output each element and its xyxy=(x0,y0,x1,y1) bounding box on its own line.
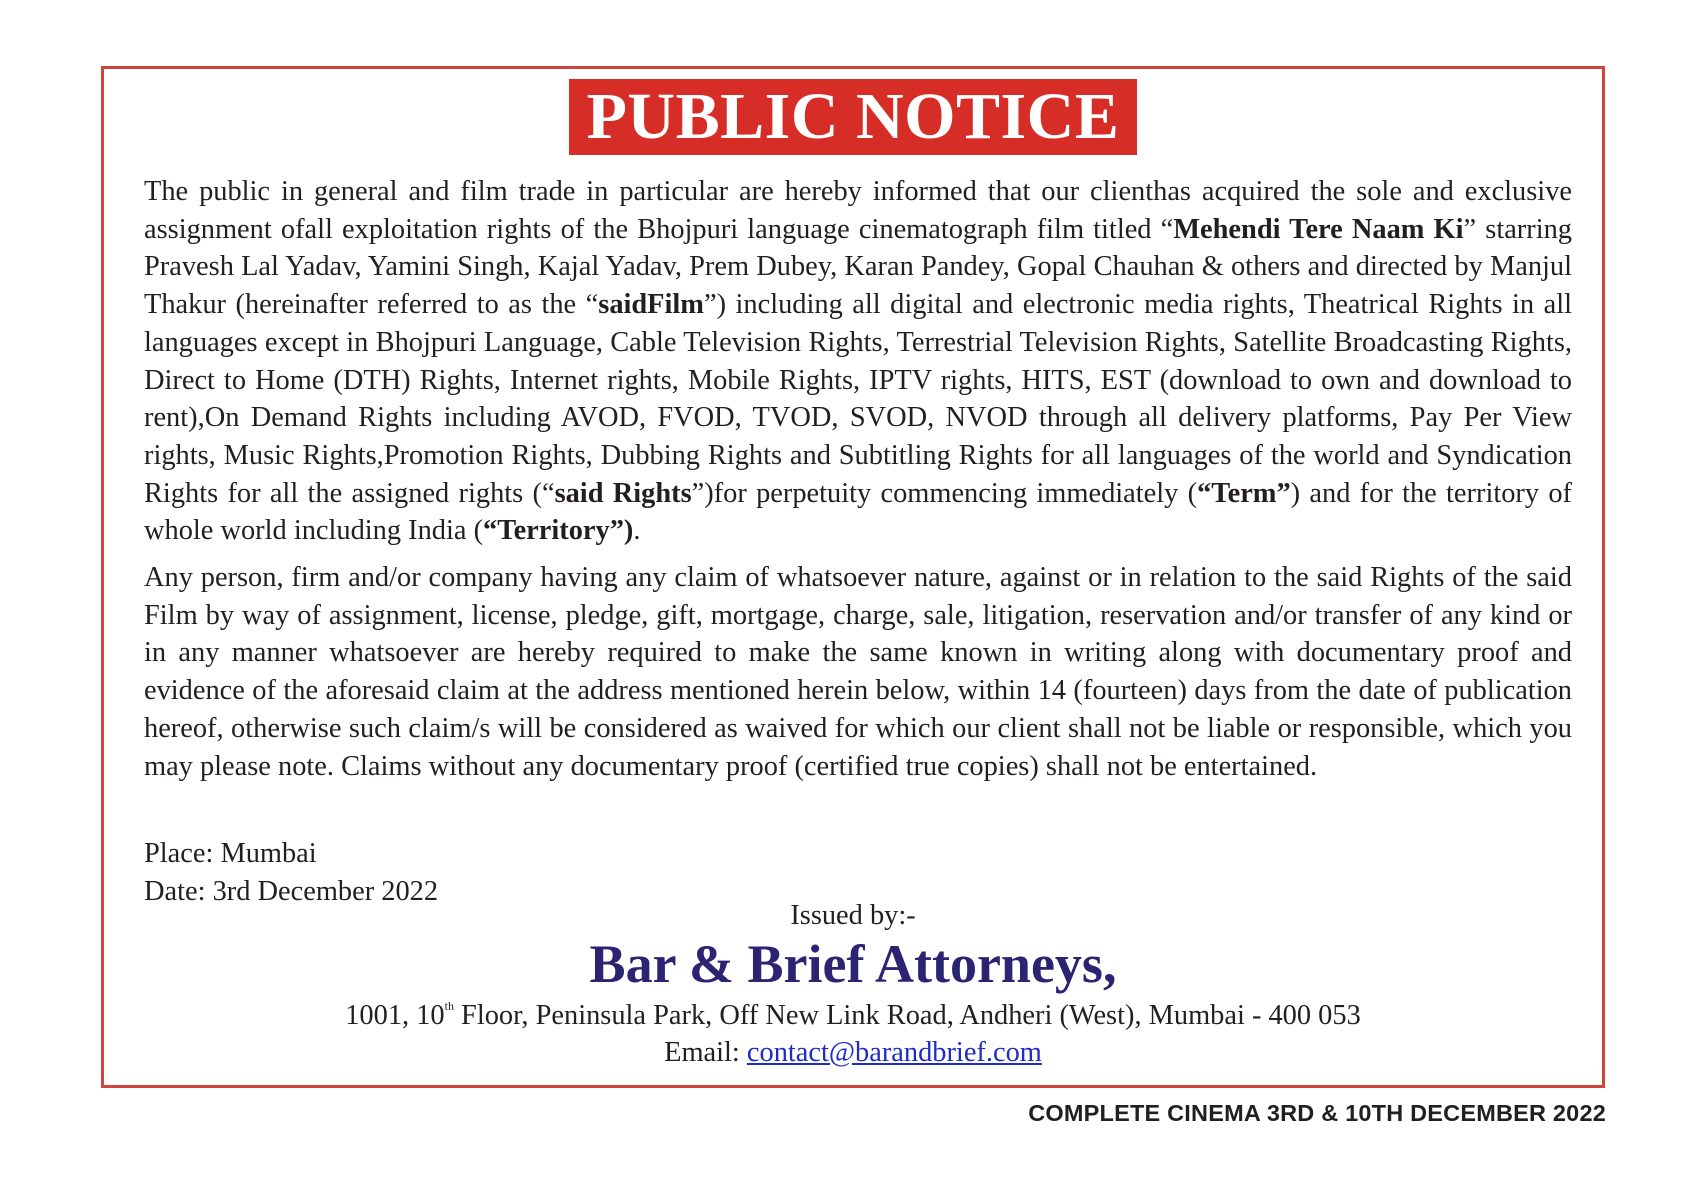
p1-text-6: . xyxy=(633,515,641,547)
said-rights-term: said Rights xyxy=(554,477,692,509)
place-line: Place: Mumbai xyxy=(144,838,317,869)
p1-text-4: ”)for perpetuity commencing immediately ( xyxy=(691,477,1198,509)
p1-text-5: ) and for the territory of whole world including India ( xyxy=(144,477,1573,547)
floor-ordinal: th xyxy=(444,999,454,1013)
notice-frame xyxy=(101,66,1605,1088)
paragraph-rights xyxy=(144,173,1572,550)
territory-definition: “Territory”) xyxy=(483,515,634,547)
issued-by-label: Issued by:- xyxy=(790,900,916,931)
paragraph-claims: Any person, firm and/or company having any claim of whatsoever nature, against or in relation to the said Rights of the said Film by way of assignment, license, pledge, gift, mortgage, charge, sale, litigation, reservation and/or transfer of any kind or in any manner whatsoever are hereby required to make the same known in writing along with documentary proof and evidence of the aforesaid claim at the address mentioned herein below, within 14 (fourteen) days from the date of publication hereof, otherwise such claim/s will be considered as waived for which our client shall not be liable or responsible, which you may please note. Claims without any documentary proof (certified true copies) shall not be entertained. xyxy=(144,562,1572,782)
email-label: Email: xyxy=(664,1037,747,1068)
p1-text-1: The public in general and film trade in particular are hereby informed that our clienthas acquired the sole and exclusive assignment ofall exploitation rights of the Bhojpuri language cinematograph film titled “ xyxy=(144,176,1572,245)
film-title: Mehendi Tere Naam Ki xyxy=(1173,213,1464,245)
firm-name: Bar & Brief Attorneys, xyxy=(589,934,1117,994)
title-container xyxy=(104,79,1602,155)
term-definition: “Term” xyxy=(1197,477,1291,509)
email-link[interactable]: contact@barandbrief.com xyxy=(746,1037,1042,1068)
email-line xyxy=(104,1035,1602,1071)
publication-footer: COMPLETE CINEMA 3RD & 10TH DECEMBER 2022 xyxy=(1028,1100,1606,1126)
firm-address xyxy=(104,998,1602,1034)
address-part-2: Floor, Peninsula Park, Off New Link Road, Andheri (West), Mumbai - 400 053 xyxy=(453,1000,1361,1031)
notice-body xyxy=(144,173,1572,785)
p1-text-2: ” starring Pravesh Lal Yadav, Yamini Singh, Kajal Yadav, Prem Dubey, Karan Pandey, Gopal Chauhan & others and directed by Manjul Thakur (hereinafter referred to as the “ xyxy=(144,213,1572,321)
notice-title: PUBLIC NOTICE xyxy=(569,79,1138,155)
p1-text-3: ”) including all digital and electronic media rights, Theatrical Rights in all languages except in Bhojpuri Language, Cable Television Rights, Terrestrial Television Rights, Satellite Broadcasting Rights, Direct to Home (DTH) Rights, Internet rights, Mobile Rights, IPTV rights, HITS, EST (download to own and download to rent),On Demand Rights including AVOD, FVOD, TVOD, SVOD, NVOD through all delivery platforms, Pay Per View rights, Music Rights,Promotion Rights, Dubbing Rights and Subtitling Rights for all languages of the world and Syndication Rights for all the assigned rights (“ xyxy=(144,289,1572,509)
date-line: Date: 3rd December 2022 xyxy=(144,876,439,907)
address-part-1: 1001, 10 xyxy=(345,1000,445,1031)
said-film-term: saidFilm xyxy=(598,289,704,321)
